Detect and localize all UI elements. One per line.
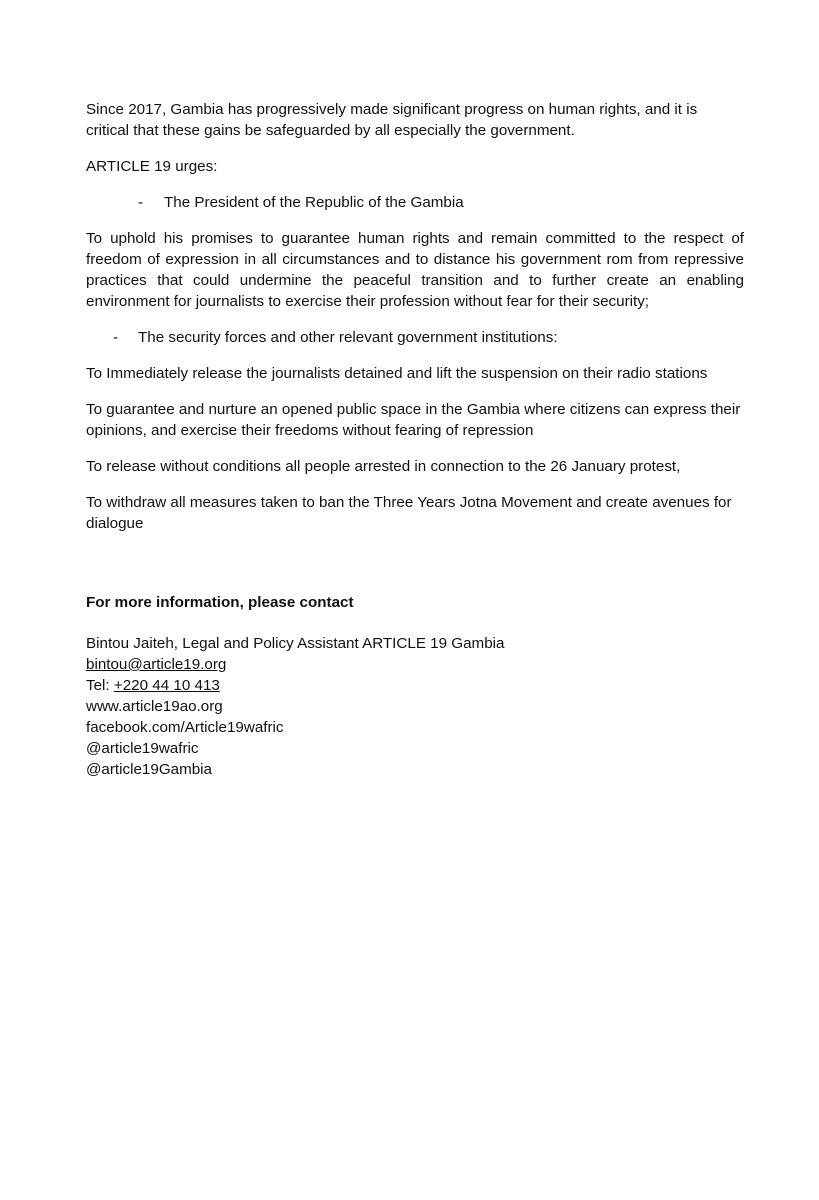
contact-heading: For more information, please contact [86, 594, 354, 611]
bullet-security-forces [86, 327, 744, 348]
contact-tel-label: Tel: [86, 677, 114, 694]
bullet-president-text: The President of the Republic of the Gambia [164, 194, 464, 211]
uphold-paragraph: To uphold his promises to guarantee human rights and remain committed to the respect of freedom of expression in all circumstances and to distance his government rom from repressive practices that could undermine the peaceful transition and to further create an enabling environment for journalists to exercise their profession without fear for their security; [86, 230, 744, 310]
bullet-president [86, 192, 744, 213]
contact-name: Bintou Jaiteh, Legal and Policy Assistant ARTICLE 19 Gambia [86, 635, 505, 652]
contact-tel-link[interactable]: +220 44 10 413 [113, 677, 220, 694]
bullet-security-forces-text: The security forces and other relevant government institutions: [138, 329, 558, 346]
contact-email-link[interactable]: bintou@article19.org [86, 656, 227, 673]
contact-tel-line [86, 675, 744, 696]
contact-section [86, 592, 744, 780]
contact-email-line [86, 654, 744, 675]
contact-facebook: facebook.com/Article19wafric [86, 719, 284, 736]
intro-paragraph: Since 2017, Gambia has progressively made significant progress on human rights, and it is critical that these gains be safeguarded by all especially the government. [86, 101, 698, 139]
bullet-dash: - [138, 194, 144, 211]
contact-twitter-gambia: @article19Gambia [86, 761, 213, 778]
contact-twitter-wafric: @article19wafric [86, 740, 199, 757]
bullet-dash: - [113, 329, 119, 346]
action-release-journalists: To Immediately release the journalists detained and lift the suspension on their radio stations [86, 365, 708, 382]
document-body [86, 99, 744, 534]
contact-website: www.article19ao.org [86, 698, 223, 715]
action-public-space: To guarantee and nurture an opened public space in the Gambia where citizens can express their opinions, and exercise their freedoms without fearing of repression [86, 401, 741, 439]
action-withdraw-ban: To withdraw all measures taken to ban the Three Years Jotna Movement and create avenues for dialogue [86, 494, 732, 532]
urges-heading: ARTICLE 19 urges: [86, 158, 218, 175]
action-release-protesters: To release without conditions all people arrested in connection to the 26 January protest, [86, 458, 681, 475]
